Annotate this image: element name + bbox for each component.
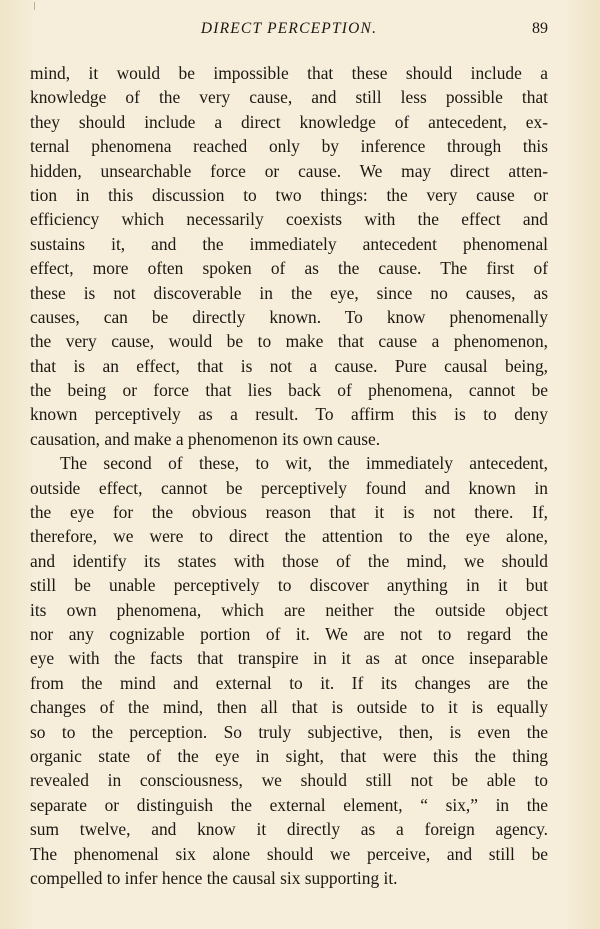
- page-number: 89: [532, 20, 548, 37]
- page-header: [30, 20, 548, 44]
- text-line: that is an effect, that is not a cause. Pure causal being,: [30, 355, 548, 376]
- text-line: revealed in consciousness, we should still not be able to: [30, 770, 548, 791]
- margin-mark: [34, 2, 35, 10]
- paragraph-first-line: The second of these, to wit, the immediately antecedent,: [60, 453, 548, 474]
- text-line: hidden, unsearchable force or cause. We may direct atten-: [30, 160, 548, 181]
- text-line: ternal phenomena reached only by inference through this: [30, 136, 548, 157]
- text-line: sum twelve, and know it directly as a foreign agency.: [30, 819, 548, 840]
- text-line: and identify its states with those of the mind, we should: [30, 550, 548, 571]
- text-line: outside effect, cannot be perceptively found and known in: [30, 477, 548, 498]
- paragraph-last-line: compelled to infer hence the causal six supporting it.: [30, 867, 398, 888]
- text-line: eye with the facts that transpire in it as at once inseparable: [30, 648, 548, 669]
- text-line: so to the perception. So truly subjective, then, is even the: [30, 721, 548, 742]
- running-title: DIRECT PERCEPTION.: [200, 20, 378, 37]
- text-line: known perceptively as a result. To affirm this is to deny: [30, 404, 548, 425]
- text-line: organic state of the eye in sight, that were this the thing: [30, 745, 548, 766]
- text-line: from the mind and external to it. If its changes are the: [30, 672, 548, 693]
- text-line: the very cause, would be to make that cause a phenomenon,: [30, 331, 548, 352]
- text-line: sustains it, and the immediately antecedent phenomenal: [30, 233, 548, 254]
- text-line: changes of the mind, then all that is outside to it is equally: [30, 697, 548, 718]
- text-line: separate or distinguish the external element, “ six,” in the: [30, 794, 548, 815]
- text-line: mind, it would be impossible that these should include a: [30, 63, 548, 83]
- text-line: efficiency which necessarily coexists with the effect and: [30, 209, 548, 230]
- text-line: effect, more often spoken of as the cause. The first of: [30, 258, 548, 279]
- text-line: tion in this discussion to two things: the very cause or: [30, 184, 548, 205]
- text-line: these is not discoverable in the eye, since no causes, as: [30, 282, 548, 303]
- text-line: the eye for the obvious reason that it is not there. If,: [30, 502, 548, 523]
- body-text: [30, 61, 548, 890]
- text-line: nor any cognizable portion of it. We are not to regard the: [30, 623, 548, 644]
- text-line: they should include a direct knowledge of antecedent, ex-: [30, 111, 548, 132]
- paragraph-last-line: causation, and make a phenomenon its own cause.: [30, 428, 381, 449]
- text-line: the being or force that lies back of phenomena, cannot be: [30, 380, 548, 401]
- text-line: causes, can be directly known. To know phenomenally: [30, 306, 548, 327]
- text-line: The phenomenal six alone should we perceive, and still be: [30, 843, 548, 864]
- text-line: therefore, we were to direct the attention to the eye alone,: [30, 526, 548, 547]
- text-line: its own phenomena, which are neither the outside object: [30, 599, 548, 620]
- text-line: knowledge of the very cause, and still less possible that: [30, 87, 548, 108]
- text-line: still be unable perceptively to discover anything in it but: [30, 575, 548, 596]
